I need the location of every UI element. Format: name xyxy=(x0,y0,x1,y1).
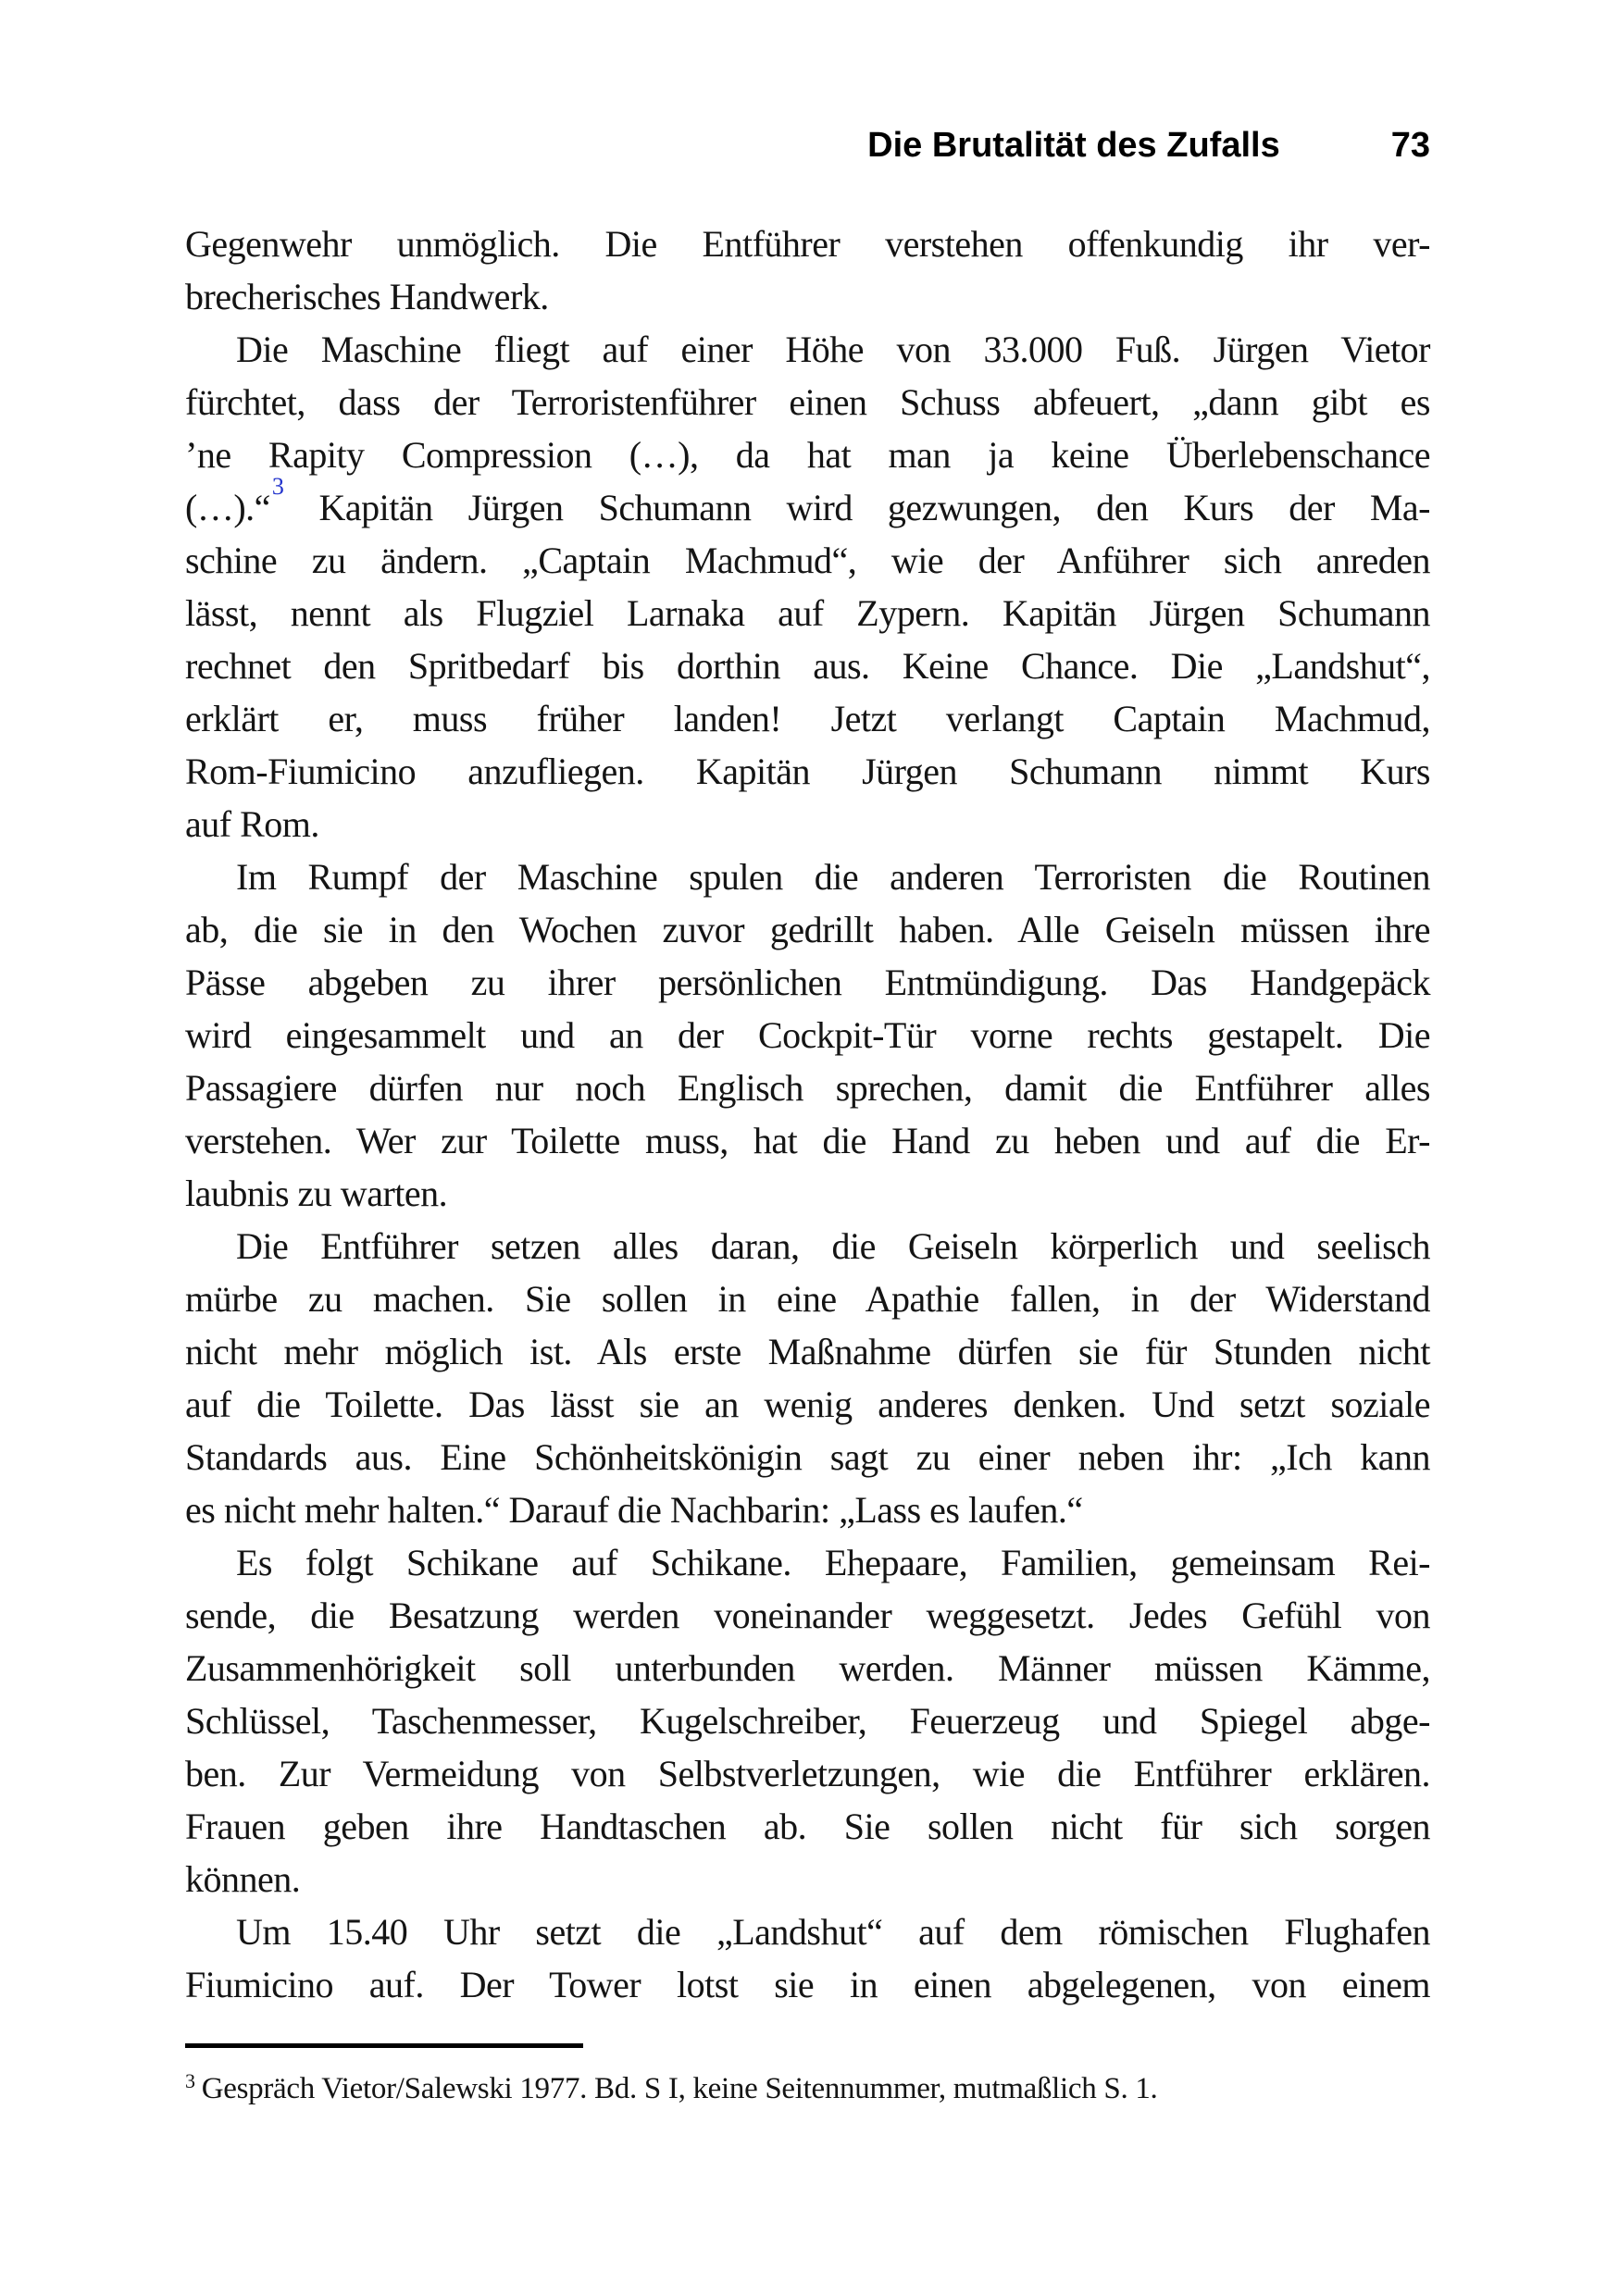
text-line: Die Maschine fliegt auf einer Höhe von 33.000 Fuß. Jürgen Vietor xyxy=(236,329,1430,370)
text-line: Es folgt Schikane auf Schikane. Ehepaare, Familien, gemeinsam Rei- xyxy=(236,1542,1430,1583)
text-line: auf die Toilette. Das lässt sie an wenig anderes denken. Und setzt soziale xyxy=(185,1384,1430,1425)
text-line: Zusammenhörigkeit soll unterbunden werden. Männer müssen Kämme, xyxy=(185,1647,1430,1689)
text-line: Frauen geben ihre Handtaschen ab. Sie sollen nicht für sich sorgen xyxy=(185,1806,1430,1847)
text-line: sende, die Besatzung werden voneinander weggesetzt. Jedes Gefühl von xyxy=(185,1595,1430,1636)
text-line: rechnet den Spritbedarf bis dorthin aus. Keine Chance. Die „Landshut“, xyxy=(185,645,1430,687)
running-header xyxy=(867,126,1430,166)
footnote-text: Gespräch Vietor/Salewski 1977. Bd. S I, keine Seitennummer, mutmaßlich S. 1. xyxy=(201,2072,1158,2105)
text-line: können. xyxy=(185,1858,301,1900)
text-line: Pässe abgeben zu ihrer persönlichen Entmündigung. Das Handgepäck xyxy=(185,962,1430,1003)
text-line: lässt, nennt als Flugziel Larnaka auf Zypern. Kapitän Jürgen Schumann xyxy=(185,592,1430,634)
text-line: Um 15.40 Uhr setzt die „Landshut“ auf dem römischen Flughafen xyxy=(236,1911,1430,1953)
text-line: fürchtet, dass der Terroristenführer einen Schuss abfeuert, „dann gibt es xyxy=(185,381,1430,423)
page-number: 73 xyxy=(1390,126,1430,165)
text-line: es nicht mehr halten.“ Darauf die Nachbarin: „Lass es laufen.“ xyxy=(185,1489,1083,1531)
chapter-title: Die Brutalität des Zufalls xyxy=(867,126,1280,165)
text-line: nicht mehr möglich ist. Als erste Maßnahme dürfen sie für Stunden nicht xyxy=(185,1331,1430,1372)
footnote-ref[interactable]: 3 xyxy=(271,472,284,500)
text-line: ab, die sie in den Wochen zuvor gedrillt haben. Alle Geiseln müssen ihre xyxy=(185,909,1430,950)
footnote-marker: 3 xyxy=(185,2069,195,2092)
text-line: ’ne Rapity Compression (…), da hat man ja keine Überlebenschance xyxy=(185,434,1430,476)
text-line: laubnis zu warten. xyxy=(185,1173,448,1214)
text-line: Standards aus. Eine Schönheitskönigin sagt zu einer neben ihr: „Ich kann xyxy=(185,1436,1430,1478)
text-line: Passagiere dürfen nur noch Englisch sprechen, damit die Entführer alles xyxy=(185,1067,1430,1109)
text-line: brecherisches Handwerk. xyxy=(185,276,549,317)
text-line: Rom-Fiumicino anzufliegen. Kapitän Jürgen Schumann nimmt Kurs xyxy=(185,751,1430,792)
paragraph xyxy=(185,217,1430,323)
text-line: Schlüssel, Taschenmesser, Kugelschreiber, Feuerzeug und Spiegel abge- xyxy=(185,1700,1430,1742)
paragraph xyxy=(185,850,1430,1220)
text-line: Fiumicino auf. Der Tower lotst sie in einen abgelegenen, von einem xyxy=(185,1964,1430,2005)
text-line: schine zu ändern. „Captain Machmud“, wie der Anführer sich anreden xyxy=(185,540,1430,581)
text-line: Im Rumpf der Maschine spulen die anderen Terroristen die Routinen xyxy=(236,856,1430,898)
text-line: ben. Zur Vermeidung von Selbstverletzungen, wie die Entführer erklären. xyxy=(185,1753,1430,1794)
text-line: Gegenwehr unmöglich. Die Entführer verstehen offenkundig ihr ver- xyxy=(185,223,1430,265)
paragraph xyxy=(185,323,1430,850)
paragraph xyxy=(185,1905,1430,2011)
footnote xyxy=(185,2069,1430,2108)
text-line: (…).“$^3$ Kapitän Jürgen Schumann wird gezwungen, den Kurs der Ma- xyxy=(185,472,1430,528)
text-line: wird eingesammelt und an der Cockpit-Tür vorne rechts gestapelt. Die xyxy=(185,1014,1430,1056)
text-line: Die Entführer setzen alles daran, die Geiseln körperlich und seelisch xyxy=(236,1225,1430,1267)
text-line: mürbe zu machen. Sie sollen in eine Apathie fallen, in der Widerstand xyxy=(185,1278,1430,1320)
body-text xyxy=(185,217,1430,2011)
paragraph xyxy=(185,1536,1430,1905)
text-line: auf Rom. xyxy=(185,803,319,845)
paragraph xyxy=(185,1220,1430,1536)
text-line: verstehen. Wer zur Toilette muss, hat die Hand zu heben und auf die Er- xyxy=(185,1120,1430,1161)
text-line: erklärt er, muss früher landen! Jetzt verlangt Captain Machmud, xyxy=(185,698,1430,739)
footnote-rule xyxy=(185,2043,583,2048)
